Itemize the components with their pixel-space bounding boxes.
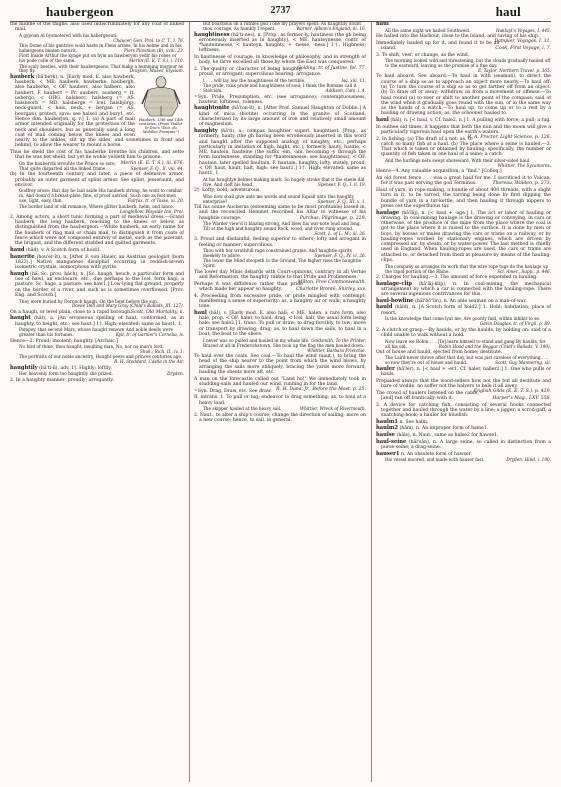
definition: (hâ'lāj), n. [< haul + -age.] 1. The act or labor of hauling or drawing. In coal-mining haulage is the drawing or conveying, in cars or otherwise, of the produce of the mine from the place where the coal is got to the place where it is raised to the surface. It is done by men or boys, by horses or mules drawing the cars or trams on a railway, or by hauling-ropes worked by stationary engines, which are driven by compressed air, by steam, or by water-power. The last method is chiefly used in England. When hauling-ropes are used, the cars or trams are attached to, or detached from them at pleasure by means of the hauling-clips. — [381, 210, 551, 264]
definition: Hence—4. Any valuable acquisition; a "find." [Colloq.] — [376, 169, 502, 175]
definition: the middle of the thighs: also used indiscriminately for any coat of linked mail. — [10, 22, 184, 33]
columns — [10, 22, 551, 782]
definition: (hâ'lėr), n. [< haul + -er1. Cf. haler, haller2.] 1. One who pulls or hauls. — [381, 366, 551, 377]
definition: n. See halm. — [399, 419, 429, 425]
citation: Addison, Cato, i. 4. — [325, 88, 366, 94]
quotation-text: A gypoun Al bysmotered with his habergeoun. — [19, 32, 118, 38]
headword: hauld — [376, 304, 393, 311]
headword: haughtiness — [194, 31, 230, 38]
headword: haulage-clip — [376, 280, 413, 287]
quotation — [19, 328, 184, 338]
definition: (hâm), n. An improper form of hame1. — [399, 426, 489, 432]
definition: 3. To shift, veer, or change, as the wind. — [376, 52, 470, 58]
entry-text — [194, 95, 366, 106]
dictionary-entry — [376, 420, 551, 425]
citation: Scott, Guy Mannering, xii. — [495, 360, 551, 366]
definition: (hou'ėr-īt), n. [After F. von Hauer, an Austrian geologist (born 1822).] Native manganese disulphid occurring in reddish-brown isometric crystals, isomorphous with pyrite. — [15, 254, 184, 271]
quotation-text: And the hurlings nets swept shoreward, With their silver-sided haul. — [385, 158, 531, 164]
definition: (hâ'bėrk), n. [Early mod. E. also hawberk, hauberk; < ME. hauberk, hawberke, haubergh, also hauberke, < OF. hauberc, also halberc, also haubert, F. haubert = Pr. ausberc, ausberg = It. usbergo, < OHG. halsberc, halsberg (= AS. halsbeorh = MD. halsberge = Icel. halsbjörg), neck-guard, < hals, neck, + bergan (= AS. beorgan), protect, save: see halse1 and bury1, etc. Hence dim. hauberjon, q. v.] 1. (a) A part of mail armor intended originally for the protection of the neck and shoulders, but as generally used a long coat of mail coming below the knees and even nearly to the ankles, slit up the sides, and sometimes in front and behind, to allow the wearer to mount a horse. — [15, 74, 184, 149]
definition: Haul of yarn, in rope-making, a bundle of about 400 threads, with a slight turn in it, to be tarred, the tarring being done by first dipping the bundle of yarn in a tar-kettle, and then hauling it through nippers to press out the superfluous tar. — [376, 187, 551, 209]
definition: (hâ'ton-īt), n. [After Prof. Samuel Haughton of Dublin.] A kind of mica (biotite) occurring in the granite of Scotland, characterized by its large amount of iron and relatively small amount of magnesium. — [199, 106, 366, 128]
quotation-text: Pompey, that second Mars, whose haught renown And noble deeds were greater than his fortunes. — [19, 327, 173, 338]
dictionary-entry — [194, 311, 366, 337]
citation: Scott, L. of L. M., iii. 26. — [314, 231, 366, 237]
quotation-text: Now leave we Robin . . . [To] learn himsell to stand and gang By haulds, for all his old. — [385, 338, 546, 349]
dictionary-entry — [376, 299, 551, 304]
citation: Shak., Rich. II., iv. 1. — [140, 349, 184, 355]
citation: Dampier, Voyages, I. 31. — [494, 39, 551, 45]
definition: (hâ'ti-nes), n. [Prop., as former-ly, hautiness (the gh being erroneously inserted as in haughty), < ME. hauteynesse, contr. of *hauteinnesse, < hauteyn, haughty, + -nesse, -ness.] 1†. Highness; loftiness. — [199, 32, 366, 54]
entry-text — [194, 237, 366, 248]
citation: Hakluyt's Voyages, I. 445. — [495, 27, 551, 33]
quotation-text: First Inside Arthur the kynge put on hym an hawberyon yedir his robes or his pode colle of the same. — [19, 53, 177, 64]
headword: haud — [10, 246, 25, 253]
definition: Perhaps it was diffidence rather than pride which made her appear so haughty. — [194, 281, 303, 292]
citation: Scott, Old Mortality, ii. — [130, 309, 184, 315]
citation: R. H. Stoddard, Castle in the Air. — [114, 359, 184, 365]
definition: On a haugh, or level plain, close to a rapid borough. — [10, 309, 132, 315]
definition: =Syn. Drag, Draw, etc. See draw. — [194, 388, 272, 394]
definition: (hâls), n. Naut., same as halse2 for hawse1. — [396, 433, 499, 439]
dictionary-entry — [376, 440, 551, 451]
quotation — [19, 65, 184, 75]
definition: The crowd of haulers listened on the cable, [and] ran off frantically with it. — [376, 390, 479, 401]
dictionary-entry — [194, 129, 366, 177]
citation: Warner, Albion's England, iii. 16. — [296, 26, 366, 32]
citation: English Gilds (E. E. T. S.), p. 429. — [473, 389, 551, 395]
definition: To haul aboard. See aboard.—To haul in with (seaman), to direct the course of a ship so as to approach an object more nearly.—To haul off: (a) To turn the course of a ship so as to get farther off from an object. (b) To draw off or away; withdraw, as from a movement or offense.—To haul round (a) to veer or shift to another point of the compass; said of the wind when it gradually goes round with the sun, or in the same way as the hands of a watch.—To haul up, to come up or to a rest by a hauling or drawing action; as, the schooner hauled to. — [376, 74, 551, 117]
column-2 — [194, 22, 366, 782]
dictionary-entry — [10, 248, 184, 253]
quotation-text: The Laird never throve after that day, but was just careless of everything . . . so now they're out of house and hauld. — [385, 355, 549, 366]
definition: =Syn. Pride, Presumption, etc. (see arrogance); contemptuousness, hauteur, loftiness, roleness. — [194, 94, 366, 105]
dictionary-entry — [376, 452, 551, 457]
entry-text — [10, 378, 184, 383]
headword: haul — [194, 309, 207, 316]
citation: Gavin Douglas, tr. of Virgil, p. 89. — [479, 321, 551, 327]
citation: Merlin (E. E. T. S.), iii. 676. — [120, 160, 184, 166]
quotation — [385, 356, 551, 366]
definition: To haul over the coals. See coal.—To haul the wind (naut.), to bring the head of the ship nearer to the point from which the wind blows, by arranging the sails more obliquely, bracing the yards more forward, hauling the sheets more aft, etc. — [194, 354, 366, 375]
column-3 — [376, 22, 551, 782]
quotation-text: The border land of old romance, Where glitter hauberk, helm, and lance. — [19, 203, 175, 209]
citation: Sci. Amer., Supp., p. 446. — [497, 268, 551, 274]
citation: Dryden, Hind, i. 190. — [506, 457, 551, 463]
headword: haul-bowline — [376, 297, 414, 304]
dictionary-entry — [194, 33, 366, 54]
citation: Chaucer, Gen. Prol. to C. T., l. 76. — [113, 37, 184, 43]
quotation-text: At his haughtye helmet making mark, So hugely stroke that it the steele did rive, And cleft his head. — [203, 176, 365, 187]
entry-text — [10, 215, 184, 247]
dictionary-entry — [376, 211, 551, 264]
definition: Till his sonne Aucherus (esteeming same to be most profitable) lossed in, and the reconciled Hemmet rescribed his Altar to witnesse of his haughtie courage. — [194, 204, 366, 221]
entry-text — [376, 33, 551, 45]
headword: haulage — [376, 209, 400, 216]
definition: (hâ'ti-li), adv. 1†. Highly; loftily. — [39, 365, 112, 371]
definition: (hâ'ti), a.; compar. haughtier, superl. haughtiest. [Prop., as formerly, hauty (the gh having been erroneously inserted in this word and haught after the supposed analogy of naughty, etc., perhaps particularly in imitation of high, hight, etc.); formerly hauty, hautie, < ME. hautein, hauteine (the suffix -ein, -ain, becoming -y through the form hauteinesse, standing for *hauteinnesse: see haughtiness), < OF. hautain, later spelled haultain, F. hautain, haughty, lofty, stately, proud, < OF. haut, hault, halt, high: see haut1.] 1†. High; elevated: same as haut1, 1. — [199, 128, 366, 177]
quotation-text: Who now shall give unto me words and sound Equall unto this haughty enterprise? — [203, 193, 355, 204]
entry-text — [376, 188, 551, 209]
dictionary-entry — [194, 106, 366, 127]
quotation — [203, 222, 366, 237]
definition: 2. Naut., to alter a ship's course; change the direction of sailing; move on a new course; hence, to sail, in general. — [194, 412, 366, 423]
citation: Isa. xiii. 11. — [341, 78, 366, 84]
column-divider — [366, 22, 376, 782]
citation: Spenser, F. Q., II. viii. 44. — [130, 165, 184, 171]
quotation-text: Her heavenly form too haughtily she prized. — [19, 371, 113, 377]
citation: Longfellow, Wayside Inn, Prel. — [119, 208, 184, 214]
entry-text — [10, 339, 184, 344]
citation: Whittier, The Sycamores. — [497, 163, 551, 169]
quotation — [385, 159, 551, 169]
entry-text — [194, 294, 366, 310]
definition: (hâl), v. [Early mod. E. also hall; < ME. halen, a rare form, also hale, prop. < OF. haler, to haul, drag, < Icel. halr, the usual form being hale: see hale2.] I. trans. To pull or draw; to drag forcibly, to tow; move or transport by drawing; drag; as, to haul down the sails, to haul in a boat; the boat to the shore. — [199, 310, 366, 337]
citation: Merlin (E. E. T. S.), i. 110. — [128, 58, 184, 64]
quotation-text: Thou with her wrathfull rage constrained grame, And haughtie spirits meekely to adore. — [203, 248, 352, 259]
entry-text — [194, 269, 366, 286]
quotation — [19, 372, 184, 377]
definition: Hence—2. Proud; insolent; haughty. [Archaic.] — [10, 338, 119, 344]
definition: n. An obsolete form of hawser. — [400, 451, 472, 457]
definition: Prepaided always that the wood-sellers how not the but all destitute and bare of wodde, no soffer not the halyers to bale it all awey. — [376, 378, 551, 389]
dictionary-entry — [376, 426, 551, 431]
dictionary-entry — [376, 282, 551, 298]
citation: Drayton, Muses' Elysium. — [129, 68, 184, 74]
entry-text — [376, 74, 551, 116]
entry-text — [194, 413, 366, 424]
quotation-text: This Dome of his gentrice wold haste in Flens armes, In his helme and in his habergeons beaten naturit. — [19, 43, 182, 54]
quotation — [203, 407, 366, 412]
quotation — [385, 340, 551, 350]
citation: Whittier, Barbara Frietchie. — [307, 347, 366, 353]
quotation — [203, 84, 366, 94]
definition: A man on the forecastle called out "Land ho!" We immediately took in studding-sails and hauled our wind, running in for the land. — [194, 376, 366, 387]
headword: hauser1 — [376, 450, 400, 457]
definition: (hâ; Sc. prou. hâch), n. [Sc. haugh, heuch, a particular form and use of hawl, an enclosure, etc., due perhaps to the Icel. form hagi, a pasture. Sc. hage, a pasture: see haw1.] Low-lying flat ground, properly on the border of a river, and such as is sometimes overflowed. [Prov. Eng. and Scotch.] — [15, 271, 184, 298]
definition: 2. Charges for hauling.—3. The amount of force expended in hauling. — [376, 274, 538, 280]
quotation — [19, 300, 184, 310]
entry-text — [194, 188, 366, 193]
quotation-text: The Warder view'd it blazing strong, And blew his war-note loud and long, Till at the high and haughty sound Rock, wood, and river rung around. — [203, 221, 361, 232]
headword: haughty — [194, 127, 218, 134]
definition: 3. Proud and disdainful; feeling superior to others; lofty and arrogant in feeling or manner; supercilious. — [194, 237, 366, 248]
dictionary-entry — [376, 305, 551, 316]
citation: E. Taylor, Northern Travel, p. 365. — [478, 68, 551, 74]
headword: haulm2 — [376, 425, 398, 432]
quotation — [385, 317, 551, 327]
entry-text — [194, 354, 366, 375]
definition: (hâ'lāj-klip), n. In coal-mining, the mechanical arrangement by which a car is connected with the hauling-rope. There are several ingenious contrivances for this. — [381, 281, 551, 298]
column-1 — [10, 22, 184, 782]
definition: (hâl), n. [< haul, v. Cf. hale2, n.] 1. A pulling with force; a pull; a tug. — [390, 118, 551, 124]
headword: hauberk — [10, 73, 35, 80]
headword: haulse — [376, 432, 396, 439]
definition: II. intrans. 1. To pull or tug; endeavor to drag something; as, to haul at a heavy load. — [194, 395, 366, 406]
column-divider — [184, 22, 194, 782]
quotation — [385, 59, 551, 74]
quotation-text: Braced at all in Frederickstown, She took up the flag the men hauled down. — [203, 342, 365, 348]
citation: Golding, tr. of Justine, fol. 77. — [297, 65, 366, 71]
definition: 4. Proceeding from excessive pride, or pride mingled with contempt; manifesting a sense of superiority: as, a haughty air or walk; a haughty tone. — [194, 293, 366, 310]
definition: In hautinesse of courage, in knowledge of philosophy, and in strength of body, he farre excelled all those by whom the East was conquered. — [194, 55, 366, 66]
definition: 2. The quality or character of being haughty, proud, or arrogant; supercilious bearing; arrogance. — [194, 67, 322, 78]
definition: (hâl'bō"lin), n. An able seaman on a man-of-war. — [415, 298, 527, 304]
headword: hauerite — [10, 253, 35, 260]
hauberk-engraving-icon — [138, 76, 184, 118]
quotation-text: But boastious on a ruthles god I one my prayers spent: As haughtily doubt thou courage, As humbly I repent. — [203, 22, 362, 32]
quotation-text: His vessel moored, and made with hauser fast. — [385, 457, 485, 463]
headword: haughtily — [10, 364, 38, 371]
header-right-word: haul — [495, 4, 521, 19]
citation: Milton, Free Commonwealth. — [297, 280, 366, 286]
quotation-text: All the same night we hailed Southwest. — [385, 27, 471, 33]
dictionary-entry — [10, 366, 184, 371]
definition: Immediately hauled up for it, and found it to be an island. — [376, 40, 500, 51]
definition: 2. A device for catching fish, consisting of several hooks connected together and hauled through the water by a line; a jigger; a scrod-gaff; a snatching-hook; a hauler for bluefish. — [376, 402, 551, 419]
quotation — [203, 178, 366, 188]
entry-text — [376, 378, 551, 395]
headword: haul — [376, 117, 389, 124]
citation: Spenser, F. Q., IV. vi. 26. — [314, 253, 366, 259]
definition: He halled into the Harbour, close to the Island, and saving of his ship. — [376, 33, 540, 39]
quotation-text: No bird of thine, thou haught, insulting man, No, nor no man's lord. — [19, 344, 164, 350]
citation: Purchas, Pilgrimage, p. 229. — [299, 215, 366, 221]
quotation-text: The scaly beetles, with their haubergeons, That make a humming murmur as they fly. — [19, 63, 184, 74]
quotation-text: The skipper hauled at the heavy sail. — [203, 406, 282, 412]
quotation-text: I never was so pulled and hauled in my whole life. — [203, 337, 310, 343]
entry-text — [10, 310, 184, 315]
citation: R. H. Dana, Jr., Before the Mast, p. 25. — [276, 387, 366, 393]
entry-text — [376, 350, 551, 355]
citation: Whittier, Wreck of Rivermouth. — [299, 406, 366, 412]
definition: An old forest fence . . . was a great haul for me. I sacrificed it to Vulcan, for it was past serving the god Terminus. — [376, 176, 551, 187]
entry-text — [376, 124, 551, 141]
definition: The lower day Minis debards with Court-opinions, contrary in all Vertue and Reformation, the haughty rabble to that Pride and Profaneness. — [194, 269, 366, 280]
quotation-text: The lower the Mind stoopeth to the Ground, The higher rises the haughtie Spirit. — [203, 258, 362, 269]
headword: haught — [10, 315, 31, 322]
entry-text — [10, 22, 184, 33]
quotation-text: The company so arranges its work that the wire rope tugs do the haulage up the rapid portion of the Rhine. — [385, 263, 549, 274]
dictionary-entry — [376, 118, 551, 123]
entry-text — [376, 176, 551, 187]
dictionary-entry — [376, 22, 551, 27]
dictionary-entry — [376, 367, 551, 378]
quotation-text: The portraits of our noble ancestry, Haught peers and princes centuries ago. — [19, 354, 183, 360]
citation: Charlotte Brontë, Shirley, xxv. — [296, 286, 366, 292]
hauberk-figure — [138, 76, 184, 134]
dictionary-entry — [10, 272, 184, 298]
quotation — [385, 458, 551, 463]
dictionary-entry — [376, 433, 551, 438]
quotation-text: Is the knowledge that come lyat me, Are goonty fald, within inhibit to se. — [385, 316, 541, 322]
citation: Spenser, F. Q., I. ii. 19. — [317, 181, 366, 187]
citation: Thoreau, Walden, p. 273. — [492, 181, 551, 187]
definition: Out of house and hauld, ejected from home; destitute. — [376, 349, 503, 355]
quotation-text: The morning looked wild and threatening, but the clouds gradually hauled off to the eastward, leaving us the promise of a fine day. — [385, 58, 551, 69]
definition: 2. In a haughty manner; proudly; arrogantly. — [10, 377, 114, 383]
entry-text — [194, 205, 366, 221]
citation: Dowie Dell and Mary Gray (Child's Ballads, III. 127). — [71, 303, 184, 309]
quotation-text: They were buried by Dornoch haugh, On the bent before the sun. — [19, 298, 159, 304]
definition: (hâd), v. A Scotch form of hold1. — [26, 247, 102, 253]
quotation-text: The pride, rank pride and haughtiness of soul; I think the Romans call it Stoicism. — [203, 83, 357, 94]
quotation-text: On the haubervik wrouhte the Prince so sore, That quite disparted all the linked frame. — [19, 161, 116, 171]
quotation — [19, 189, 184, 204]
entry-text — [194, 55, 366, 71]
entry-text — [376, 275, 551, 280]
quotation-text: I . . . will lay low the haughtiness of the terrible. — [203, 78, 306, 84]
entry-text — [10, 172, 184, 188]
definition: 2. Among actors, a short tunic forming a part of medieval dress.—Grand hauberk, the long hauberk, reaching to the knees or below, as distinguished from the haubergeon.—White hauberk, an early name for the hauberk of ring mail or chain mail, to distinguish it from coats of fence which were not composed entirely of metal, such as the jazerant, the brigant, and the different studded and quilted garments. — [10, 214, 184, 247]
quotation — [385, 265, 551, 275]
headword: haughtonite — [194, 105, 230, 112]
entry-text — [376, 328, 551, 339]
quotation — [203, 259, 366, 269]
definition: 2†. Lofty; bold; adventurous. — [194, 188, 261, 194]
dictionary-entry — [10, 255, 184, 271]
citation: Fairfax, tr. of Tasso, xi. 20. — [127, 198, 184, 204]
citation: Piers Plowman (B), xviii. 23. — [124, 48, 184, 54]
citation: Harper's Mag., LXV. 558. — [492, 395, 551, 401]
quotation — [203, 195, 366, 205]
citation: R. A. Proctor, Light Science, p. 126. — [467, 135, 551, 141]
running-header — [10, 4, 551, 20]
definition: Thus he sheld the cost of his hauberke brenthe his children, and sette that he was bet sheld, but yet he woble yeldeth him to prisone. — [10, 150, 184, 161]
quotation-text: Godfrey arose; that day he laid aside His hauberk strong, he wont to combat in, And donn'd a breast-plate, fine, of proof untried, Such one as foot-men use, light, easy, thin. — [19, 188, 182, 204]
definition: 2. In fishing: (a) The draft of a net: as, to catch so many fish at a haul. (b) The place where a seine is hauled.—3. That which is taken or obtained by hauling; specifically, the number or quantity of fish taken in one haul of a seine; a catch. — [376, 136, 551, 158]
definition: (hât), a. [An erroneous spelling of haut, conformed, as in haughty, to height, etc.; see haut.] 1†. High; elevated: same as haut1, 1. — [15, 316, 184, 327]
quotation — [385, 29, 551, 34]
quotation — [19, 355, 184, 365]
header-left-word: haubergeon — [46, 4, 114, 19]
headword: haul — [376, 22, 389, 27]
definition: 2. A clutch or grasp.—By haulds, or by the haulds, by holding on: said of a child unable to walk without a hold. — [376, 327, 551, 338]
definition: In outhee old times, it happens that both the nun and the moon will give a particularly vigorous haul upon the earth's waters. — [376, 124, 551, 135]
entry-text — [376, 53, 551, 58]
figure-caption: Hauberk, 13th and 14th centuries. (From Viollet-le-Duc's "Dict. du Mobilier Français.") — [138, 117, 184, 134]
entry-text — [376, 403, 551, 419]
headword: haul-seine — [376, 438, 407, 445]
entry-text — [376, 169, 551, 174]
headword: haulm1 — [376, 418, 398, 425]
definition: (hâl'sān), n. A large seine, so called in distinction from a purse-seine; a drag-seine. — [381, 439, 551, 451]
quotation — [203, 344, 366, 354]
citation: Kyd, tr. of Garnier's Cornelia, iv. — [115, 332, 184, 338]
definition: (b) In the fourteenth century and later, a piece of defensive armor, probably an outer garment of splint armor. See splint, jesseraunt, and envivor. — [10, 172, 184, 188]
quotation — [19, 205, 184, 215]
headword: haugh — [10, 270, 29, 277]
citation: Robin Hood and the Beggar (Child's Ballads, V. 190). — [438, 343, 551, 349]
entry-text — [194, 395, 366, 406]
citation: Goldsmith, To the Printer. — [311, 337, 366, 343]
definition: (hâld), n. [A Scotch form of hold2.] 1. Hold; habitation; place of resort. — [381, 305, 551, 316]
citation: Cook, First Voyage, i. 7. — [495, 45, 551, 51]
citation: Dryden. — [167, 371, 184, 377]
headword: hauler — [376, 365, 395, 372]
dictionary-entry — [10, 316, 184, 327]
page-number: 2737 — [270, 5, 291, 16]
citation: Spenser, F. Q., III. x. 1. — [317, 198, 366, 204]
